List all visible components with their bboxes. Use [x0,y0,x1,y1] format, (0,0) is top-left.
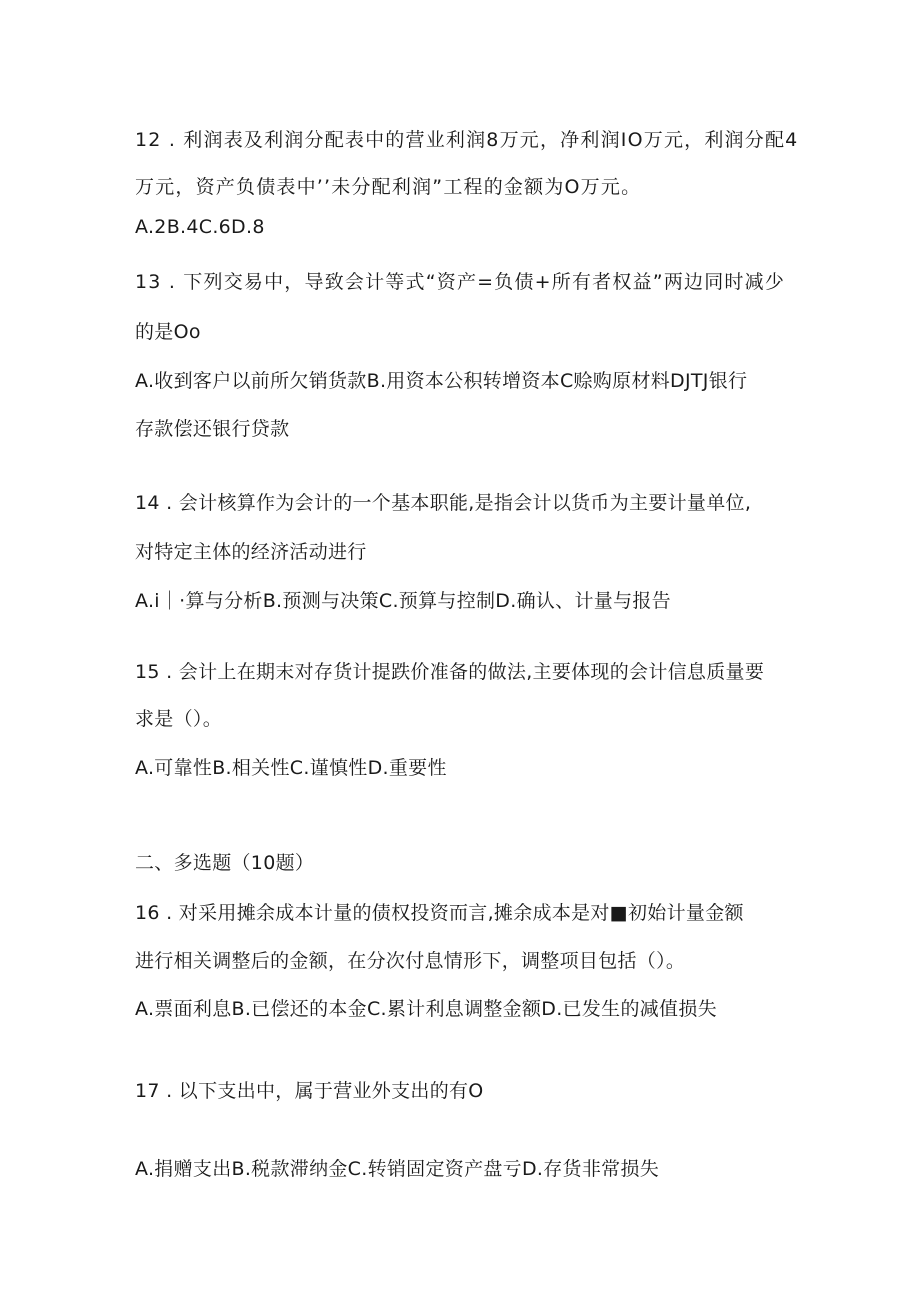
question-17-options: A.捐赠支出B.税款滞纳金C.转销固定资产盘亏D.存货非常损失 [135,1158,660,1180]
question-16-options: A.票面利息B.已偿还的本金C.累计利息调整金额D.已发生的减值损失 [135,998,717,1020]
question-14-line-2: 对特定主体的经济活动进行 [135,541,367,563]
section-heading-multiple-choice: 二、多选题（10题） [135,852,315,874]
question-12-line-2: 万元，资产负债表中’’未分配利润”工程的金额为O万元。 [135,176,642,198]
question-15-line-2: 求是（）。 [135,708,223,730]
question-15-options: A.可靠性B.相关性C.谨慎性D.重要性 [135,757,447,779]
question-15-line-1: 15 . 会计上在期末对存货计提跌价准备的做法,主要体现的会计信息质量要 [135,661,765,683]
question-13-options-line-2: 存款偿还银行贷款 [135,418,290,440]
question-14-line-1: 14 . 会计核算作为会计的一个基本职能,是指会计以货币为主要计量单位, [135,492,752,514]
question-17-line-1: 17 . 以下支出中，属于营业外支出的有O [135,1080,484,1102]
question-13-line-1: 13 . 下列交易中，导致会计等式“资产=负债+所有者权益”两边同时减少 [135,271,786,293]
question-13-options-line-1: A.收到客户以前所欠销货款B.用资本公积转增资本C赊购原材料DJTJ银行 [135,370,748,392]
question-12-options: A.2B.4C.6D.8 [135,216,265,238]
question-12-line-1: 12 . 利润表及利润分配表中的营业利润8万元，净利润IO万元，利润分配4 [135,129,799,151]
question-16-line-2: 进行相关调整后的金额，在分次付息情形下，调整项目包括（）。 [135,950,686,972]
question-13-line-2: 的是Oo [135,321,201,343]
question-14-options: A.i｜·算与分析B.预测与决策C.预算与控制D.确认、计量与报告 [135,590,671,612]
question-16-line-1: 16 . 对采用摊余成本计量的债权投资而言,摊余成本是对■初始计量金额 [135,902,744,924]
